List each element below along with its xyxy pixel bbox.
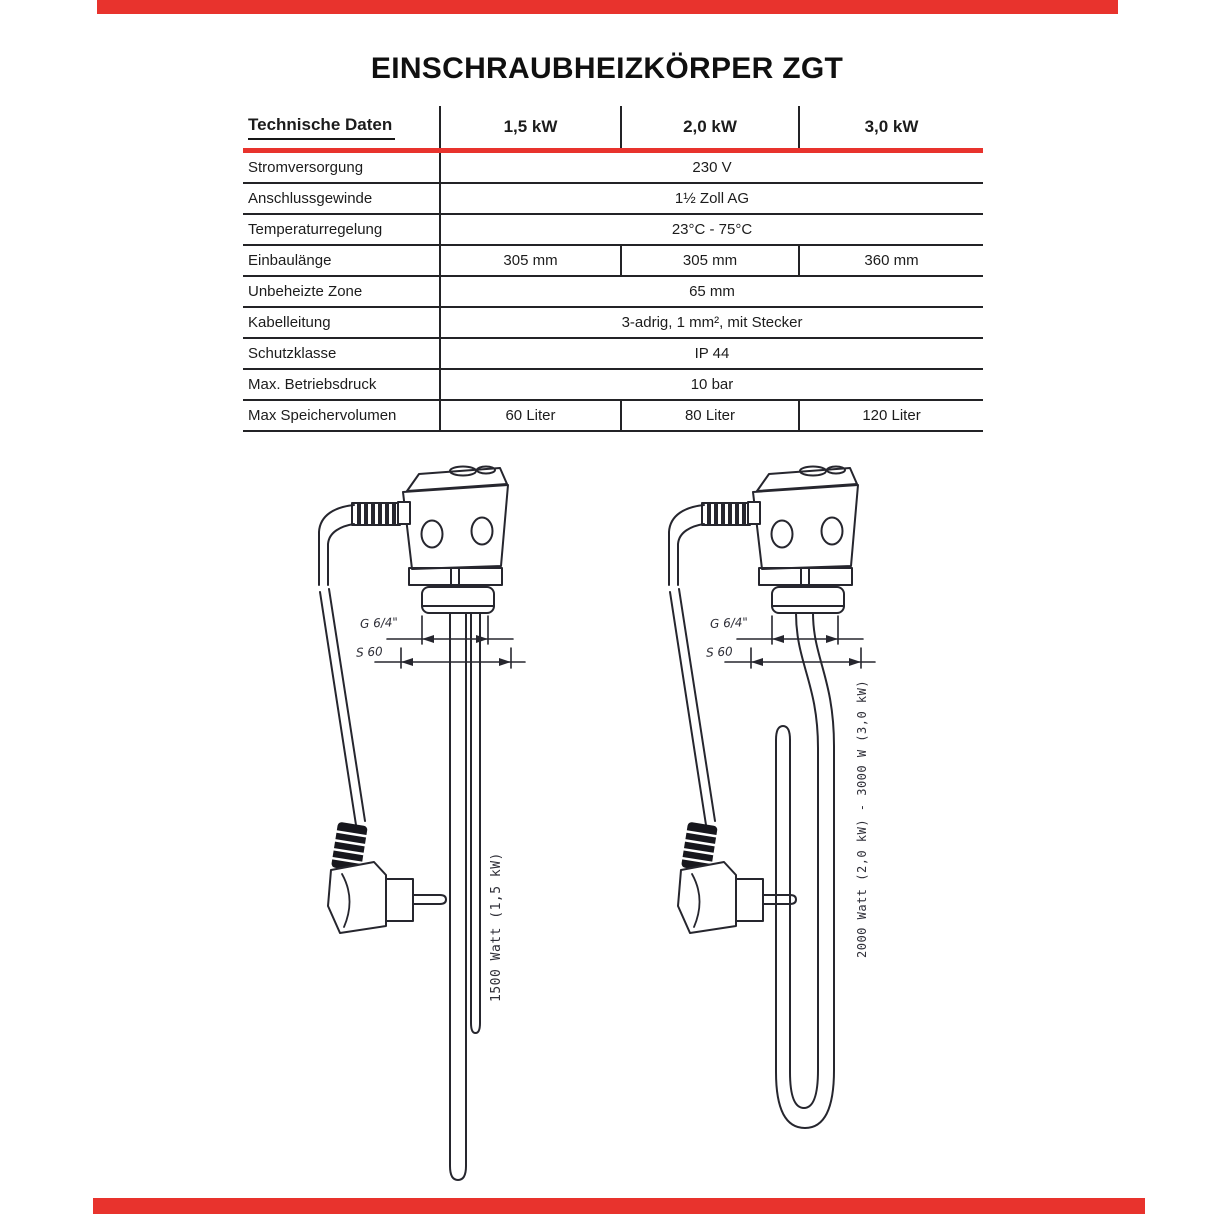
row-label: Schutzklasse	[243, 339, 441, 368]
row-label: Max Speichervolumen	[243, 401, 441, 430]
row-value: 80 Liter	[620, 401, 798, 430]
row-value: 10 bar	[690, 376, 734, 393]
row-value: 305 mm	[620, 246, 798, 275]
table-header-label: Technische Daten	[248, 115, 395, 140]
heater-drawing-2000-3000w	[645, 458, 925, 1148]
caption-2000-3000w: 2000 Watt (2,0 kW) - 3000 W (3,0 kW)	[855, 679, 869, 958]
row-label: Max. Betriebsdruck	[243, 370, 441, 399]
row-label: Anschlussgewinde	[243, 184, 441, 213]
table-row-max-betriebsdruck	[243, 370, 983, 401]
column-header-2-0kw: 2,0 kW	[620, 106, 798, 148]
thread-size-label-right: G 6/4"	[709, 615, 749, 631]
heating-rod-straight	[450, 613, 480, 1180]
column-header-1-5kw: 1,5 kW	[503, 117, 558, 136]
heater-drawing-1500w	[295, 458, 575, 1193]
page-title: EINSCHRAUBHEIZKÖRPER ZGT	[370, 52, 844, 85]
table-row-schutzklasse	[243, 339, 983, 370]
table-row-anschlussgewinde	[243, 184, 983, 215]
technical-data-table	[243, 106, 983, 432]
row-value: 305 mm	[503, 252, 558, 269]
row-value: 65 mm	[689, 283, 735, 300]
row-value: 23°C - 75°C	[671, 221, 753, 238]
bottom-red-bar	[93, 1198, 1145, 1214]
table-header-label-cell	[243, 106, 441, 148]
row-label: Unbeheizte Zone	[243, 277, 441, 306]
table-header-row	[243, 106, 983, 153]
heating-loop	[776, 613, 834, 1128]
thermostat-head	[669, 467, 875, 934]
row-value: 60 Liter	[505, 407, 556, 424]
table-row-max-speichervolumen	[243, 401, 983, 432]
row-value: 230 V	[692, 159, 732, 176]
row-label: Kabelleitung	[243, 308, 441, 337]
row-value: IP 44	[694, 345, 730, 362]
row-value: 3-adrig, 1 mm², mit Stecker	[621, 314, 803, 331]
column-header-3-0kw: 3,0 kW	[798, 106, 983, 148]
table-row-stromversorgung	[243, 153, 983, 184]
table-row-kabelleitung	[243, 308, 983, 339]
row-value: 120 Liter	[798, 401, 983, 430]
table-row-temperaturregelung	[243, 215, 983, 246]
table-row-einbaulaenge	[243, 246, 983, 277]
wrench-size-label-left: S 60	[355, 644, 384, 660]
thread-size-label-left: G 6/4"	[359, 615, 399, 631]
row-label: Stromversorgung	[243, 153, 441, 182]
wrench-size-label-right: S 60	[705, 644, 734, 660]
caption-1500w: 1500 Watt (1,5 kW)	[489, 852, 504, 1002]
table-row-unbeheizte-zone	[243, 277, 983, 308]
row-value: 1½ Zoll AG	[674, 190, 750, 207]
row-label: Einbaulänge	[243, 246, 441, 275]
row-value: 360 mm	[798, 246, 983, 275]
top-red-bar	[97, 0, 1118, 14]
row-label: Temperaturregelung	[243, 215, 441, 244]
